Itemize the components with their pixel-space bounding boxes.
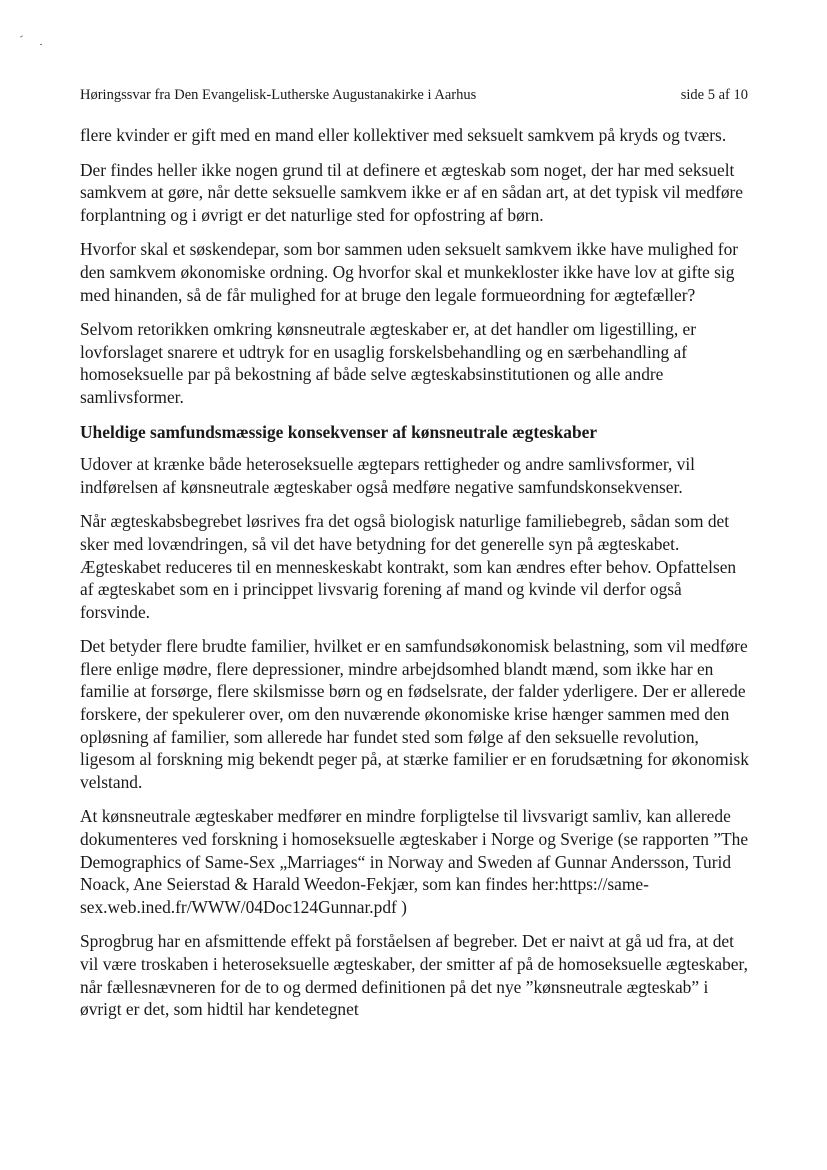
scan-speck	[20, 35, 23, 37]
paragraph: Der findes heller ikke nogen grund til at definere et ægteskab som noget, der har med seksuelt samkvem at gøre, når dette seksuelle samkvem ikke er af en sådan art, at det typisk vil medføre forplantning og i øvrigt er det naturlige sted for opfostring af børn.	[80, 159, 744, 225]
paragraph: Selvom retorikken omkring kønsneutrale ægteskaber er, at det handler om ligestilling, er lovforslaget snarere et udtryk for en usaglig forskelsbehandling og en særbehandling af homoseksuelle par på bekostning af både selve ægteskabsinstitutionen og alle andre samlivsformer.	[80, 319, 697, 407]
scan-speck	[40, 44, 42, 45]
section-heading: Uheldige samfundsmæssige konsekvenser af kønsneutrale ægteskaber	[80, 421, 598, 442]
paragraph: flere kvinder er gift med en mand eller kollektiver med seksuelt samkvem på kryds og tværs.	[80, 125, 727, 145]
paragraph: Hvorfor skal et søskendepar, som bor sammen uden seksuelt samkvem ikke have mulighed for den samkvem økonomiske ordning. Og hvorfor skal et munkekloster ikke have lov at gifte sig med hinanden, så de får mulighed for at bruge den legale formueordning for ægtefæller?	[80, 239, 739, 305]
paragraph: Når ægteskabsbegrebet løsrives fra det også biologisk naturlige familiebegreb, sådan som det sker med lovændringen, så vil det have betydning for det generelle syn på ægteskabet. Ægteskabet reduceres til en menneskeskabt kontrakt, som kan ændres efter behov. Opfattelsen af ægteskabet som en i princippet livsvarig forening af mand og kvinde vil derfor også forsvinde.	[80, 511, 737, 622]
paragraph: Det betyder flere brudte familier, hvilket er en samfundsøkonomisk belastning, som vil medføre flere enlige mødre, flere depressioner, mindre arbejdsomhed blandt mænd, som ikke har en familie at forsørge, flere skilsmisse børn og en fødselsrate, der falder yderligere. Der er allerede forskere, der spekulerer over, om den nuværende økonomiske krise hænger sammen med den opløsning af familier, som allerede har fundet sted som følge af den seksuelle revolution, ligesom al forskning mig bekendt peger på, at stærke familier er en forudsætning for økonomisk velstand.	[80, 636, 749, 792]
document-body	[80, 124, 752, 1021]
page-header	[80, 87, 748, 104]
paragraph: At kønsneutrale ægteskaber medfører en mindre forpligtelse til livsvarigt samliv, kan allerede dokumenteres ved forskning i homoseksuelle ægteskaber i Norge og Sverige (se rapporten ”The Demographics of Same-Sex „Marriages“ in Norway and Sweden af Gunnar Andersson, Turid Noack, Ane Seierstad & Harald Weedon-Fekjær, som kan findes her:https://same-sex.web.ined.fr/WWW/04Doc124Gunnar.pdf )	[80, 806, 749, 917]
paragraph: Udover at krænke både heteroseksuelle ægtepars rettigheder og andre samlivsformer, vil indførelsen af kønsneutrale ægteskaber også medføre negative samfundskonsekvenser.	[80, 454, 696, 497]
header-title: Høringssvar fra Den Evangelisk-Lutherske Augustanakirke i Aarhus	[80, 87, 477, 103]
page-number: side 5 af 10	[680, 87, 748, 103]
paragraph: Sprogbrug har en afsmittende effekt på forståelsen af begreber. Det er naivt at gå ud fra, at det vil være troskaben i heteroseksuelle ægteskaber, der smitter af på de homoseksuelle ægteskaber, når fællesnævneren for de to og dermed definitionen på det nye ”kønsneutrale ægteskab” i øvrigt er det, som hidtil har kendetegnet	[80, 931, 748, 1020]
